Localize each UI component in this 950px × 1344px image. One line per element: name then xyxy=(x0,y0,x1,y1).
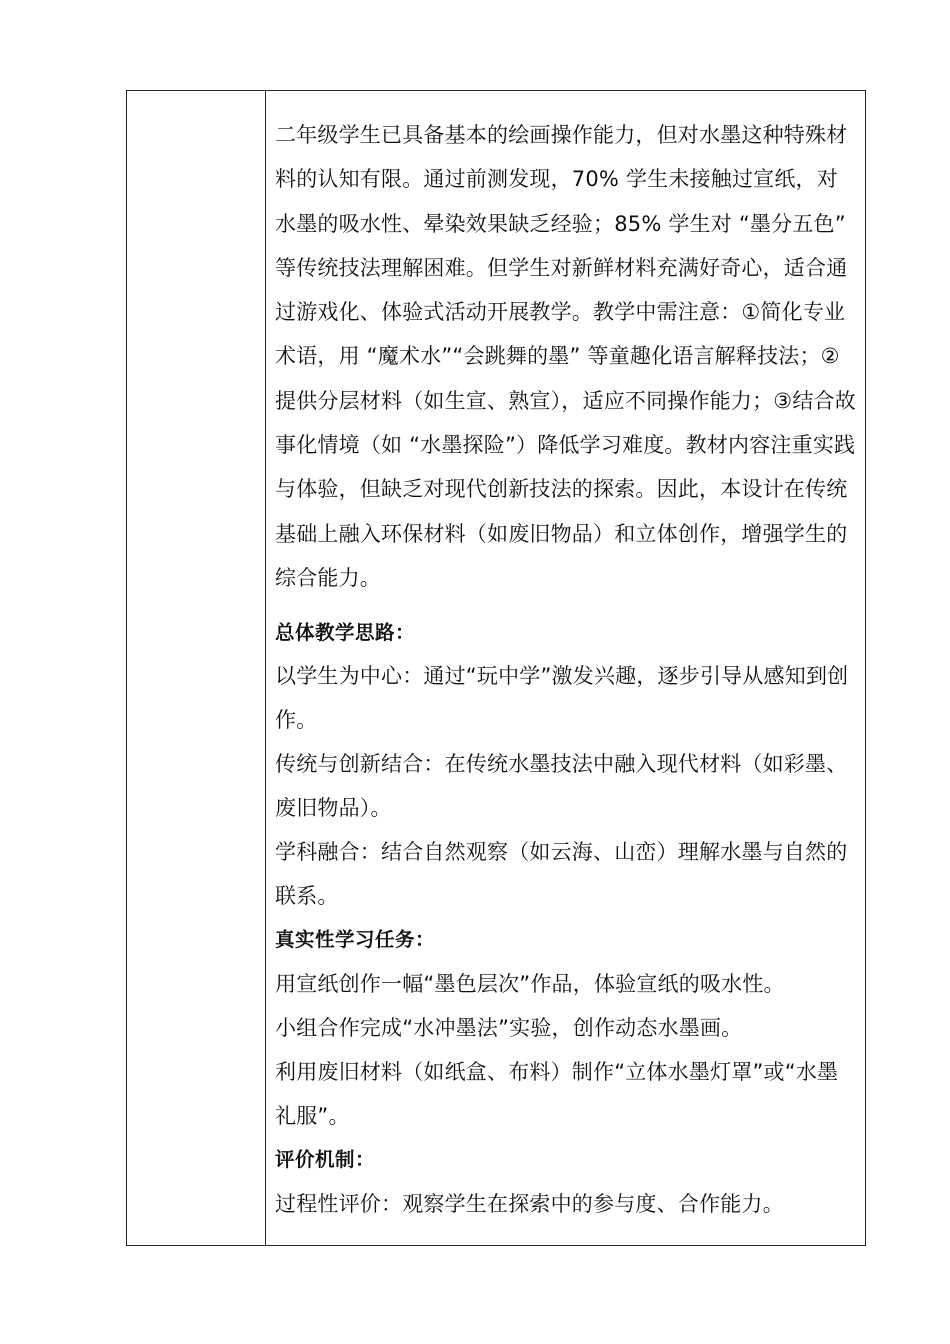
content-table xyxy=(126,90,866,1246)
student-analysis-paragraph: 二年级学生已具备基本的绘画操作能力，但对水墨这种特殊材料的认知有限。通过前测发现，70% 学生未接触过宣纸，对水墨的吸水性、晕染效果缺乏经验；85% 学生对 “墨分五色” 等传统技法理解困难。但学生对新鲜材料充满好奇心，适合通过游戏化、体验式活动开展教学。教学中需注意：①简化专业术语，用 “魔术水”“会跳舞的墨” 等童趣化语言解释技法；②提供分层材料（如生宣、熟宣），适应不同操作能力；③结合故事化情境（如 “水墨探险”）降低学习难度。教材内容注重实践与体验，但缺乏对现代创新技法的探索。因此，本设计在传统基础上融入环保材料（如废旧物品）和立体创作，增强学生的综合能力。 xyxy=(275,123,856,590)
evaluation-heading: 评价机制： xyxy=(275,1148,376,1172)
spacer xyxy=(275,600,857,618)
task-item: 用宣纸创作一幅“墨色层次”作品，体验宣纸的吸水性。 xyxy=(275,972,785,997)
learning-tasks-heading: 真实性学习任务： xyxy=(275,928,436,952)
approach-item: 以学生为中心：通过“玩中学”激发兴趣，逐步引导从感知到创作。 xyxy=(275,664,849,733)
teaching-approach-heading: 总体教学思路： xyxy=(275,621,416,645)
table-right-column xyxy=(266,91,865,1245)
approach-item: 传统与创新结合：在传统水墨技法中融入现代材料（如彩墨、废旧物品）。 xyxy=(275,752,848,821)
table-left-column xyxy=(127,91,266,1245)
evaluation-item: 过程性评价：观察学生在探索中的参与度、合作能力。 xyxy=(275,1192,784,1217)
task-item: 小组合作完成“水冲墨法”实验，创作动态水墨画。 xyxy=(275,1016,743,1041)
approach-item: 学科融合：结合自然观察（如云海、山峦）理解水墨与自然的联系。 xyxy=(275,840,848,909)
task-item: 利用废旧材料（如纸盒、布料）制作“立体水墨灯罩”或“水墨礼服”。 xyxy=(275,1060,839,1129)
